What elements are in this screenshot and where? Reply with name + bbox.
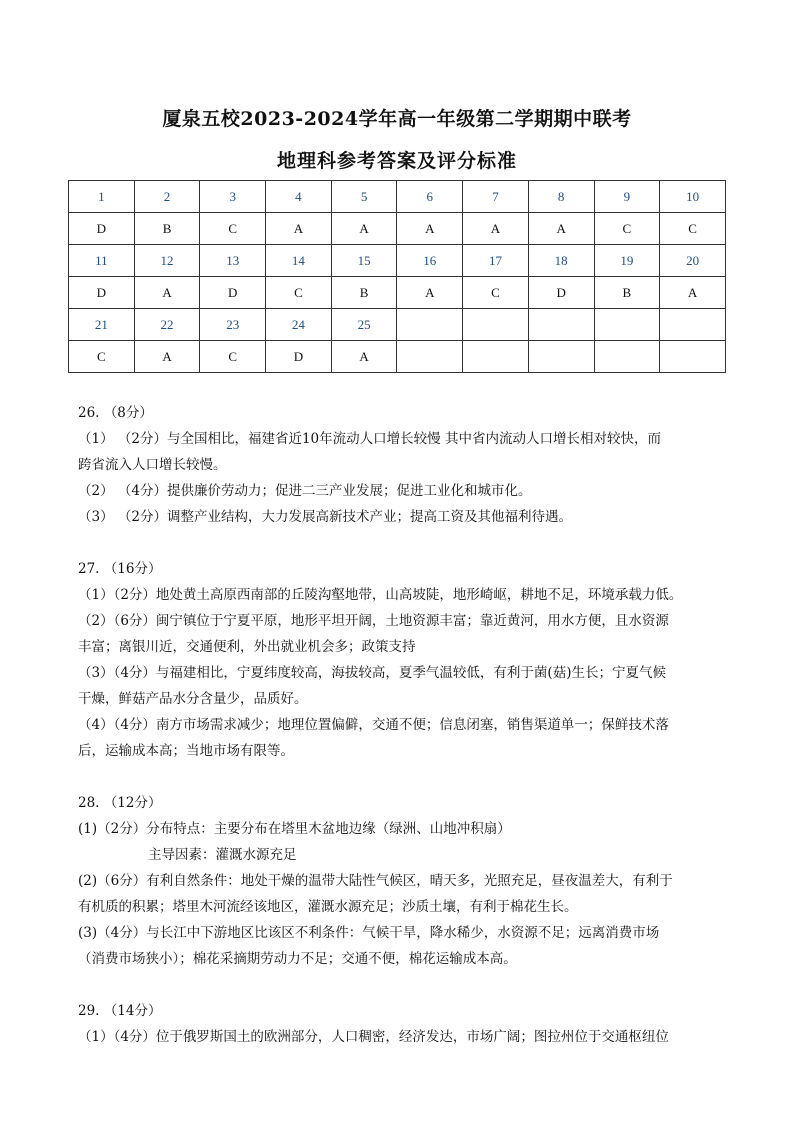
question-number-cell: 6 [397, 181, 463, 213]
q26-heading: 26. （8分） [78, 405, 153, 421]
question-number-cell: 18 [528, 245, 594, 277]
answer-row [69, 341, 726, 373]
answer-cell: B [594, 277, 660, 309]
answer-cell: A [528, 213, 594, 245]
question-number-cell: 25 [331, 309, 397, 341]
answer-cell: A [660, 277, 726, 309]
answer-row [69, 213, 726, 245]
q28-part2: (2)（6分）有利自然条件：地处干燥的温带大陆性气候区，晴天多，光照充足，昼夜温差大，有利于 [78, 873, 673, 889]
question-number-cell: 22 [134, 309, 200, 341]
question-number-cell: 5 [331, 181, 397, 213]
answer-cell: A [134, 341, 200, 373]
answer-key-subtitle: 地理科参考答案及评分标准 [276, 150, 517, 172]
answer-cell [463, 341, 529, 373]
question-number-cell [594, 309, 660, 341]
answer-cell [660, 341, 726, 373]
answer-cell: D [266, 341, 332, 373]
answer-cell: A [463, 213, 529, 245]
q27-part4: （4）（4分）南方市场需求减少；地理位置偏僻，交通不便；信息闭塞，销售渠道单一；保鲜技术落 [78, 717, 669, 733]
question-number-row [69, 309, 726, 341]
question-26 [78, 400, 728, 1050]
answer-cell: A [266, 213, 332, 245]
question-number-cell: 11 [69, 245, 135, 277]
question-number-cell: 16 [397, 245, 463, 277]
q27-part3: （3）（4分）与福建相比，宁夏纬度较高，海拔较高，夏季气温较低，有利于菌(菇)生长；宁夏气候 [78, 665, 666, 681]
question-number-row [69, 181, 726, 213]
question-number-cell: 10 [660, 181, 726, 213]
question-number-cell: 7 [463, 181, 529, 213]
answer-table [68, 180, 726, 373]
answer-cell: A [134, 277, 200, 309]
question-number-cell: 9 [594, 181, 660, 213]
answer-cell: C [266, 277, 332, 309]
question-number-cell: 21 [69, 309, 135, 341]
q26-part2: （2） （4分）提供廉价劳动力；促进二三产业发展；促进工业化和城市化。 [78, 483, 532, 499]
exam-title: 厦泉五校2023-2024学年高一年级第二学期期中联考 [162, 108, 632, 130]
question-number-cell: 13 [200, 245, 266, 277]
q26-part3: （3） （2分）调整产业结构，大力发展高新技术产业；提高工资及其他福利待遇。 [78, 509, 572, 525]
answer-cell: D [69, 213, 135, 245]
q26-part1: （1） （2分）与全国相比，福建省近10年流动人口增长较慢 其中省内流动人口增长相对较快，而 [78, 431, 661, 447]
q28-part3: (3)（4分）与长江中下游地区比该区不利条件：气候干旱，降水稀少，水资源不足；远离消费市场 [78, 925, 660, 941]
question-number-cell: 4 [266, 181, 332, 213]
question-number-cell: 24 [266, 309, 332, 341]
question-number-cell [397, 309, 463, 341]
q28-part2-cont: 有机质的积累；塔里木河流经该地区，灌溉水源充足；沙质土壤，有利于棉花生长。 [78, 899, 578, 915]
q28-heading: 28. （12分） [78, 795, 162, 811]
q27-heading: 27. （16分） [78, 561, 162, 577]
q27-part2-cont: 丰富；离银川近，交通便利，外出就业机会多；政策支持 [78, 639, 416, 655]
question-number-cell [463, 309, 529, 341]
question-number-cell [660, 309, 726, 341]
answer-cell [594, 341, 660, 373]
q28-part1-cont: 主导因素：灌溉水源充足 [148, 847, 297, 863]
question-number-cell: 17 [463, 245, 529, 277]
question-number-cell: 3 [200, 181, 266, 213]
answer-cell: C [594, 213, 660, 245]
question-number-row [69, 245, 726, 277]
answer-cell: C [660, 213, 726, 245]
answer-cell: D [200, 277, 266, 309]
question-number-cell: 15 [331, 245, 397, 277]
answer-cell: D [528, 277, 594, 309]
question-number-cell: 14 [266, 245, 332, 277]
question-number-cell: 23 [200, 309, 266, 341]
q28-part1: (1)（2分）分布特点：主要分布在塔里木盆地边缘（绿洲、山地冲积扇） [78, 821, 511, 837]
answer-cell: C [200, 341, 266, 373]
answer-cell: D [69, 277, 135, 309]
question-number-cell: 12 [134, 245, 200, 277]
answer-cell [528, 341, 594, 373]
question-number-cell: 19 [594, 245, 660, 277]
question-number-cell: 20 [660, 245, 726, 277]
q27-part4-cont: 后，运输成本高；当地市场有限等。 [78, 743, 294, 759]
q29-part1: （1）（4分）位于俄罗斯国土的欧洲部分，人口稠密，经济发达，市场广阔；图拉州位于交通枢纽位 [78, 1029, 669, 1045]
answer-cell: A [397, 213, 463, 245]
question-number-cell: 8 [528, 181, 594, 213]
answer-cell: C [200, 213, 266, 245]
answer-cell: A [331, 213, 397, 245]
q27-part3-cont: 干燥，鲜菇产品水分含量少，品质好。 [78, 691, 308, 707]
q27-part1: （1）（2分）地处黄土高原西南部的丘陵沟壑地带，山高坡陡，地形崎岖，耕地不足，环境承载力低。 [78, 587, 683, 603]
q28-part3-cont: （消费市场狭小）；棉花采摘期劳动力不足；交通不便，棉花运输成本高。 [78, 951, 517, 967]
question-number-cell [528, 309, 594, 341]
q26-part1-cont: 跨省流入人口增长较慢。 [78, 457, 227, 473]
q29-heading: 29. （14分） [78, 1003, 162, 1019]
answer-cell: A [397, 277, 463, 309]
answer-cell: B [331, 277, 397, 309]
question-number-cell: 2 [134, 181, 200, 213]
answer-cell: B [134, 213, 200, 245]
answer-cell: A [331, 341, 397, 373]
answer-row [69, 277, 726, 309]
answer-cell: C [69, 341, 135, 373]
question-number-cell: 1 [69, 181, 135, 213]
answer-cell [397, 341, 463, 373]
answer-cell: C [463, 277, 529, 309]
q27-part2: （2）（6分）闽宁镇位于宁夏平原，地形平坦开阔，土地资源丰富；靠近黄河，用水方便，且水资源 [78, 613, 669, 629]
